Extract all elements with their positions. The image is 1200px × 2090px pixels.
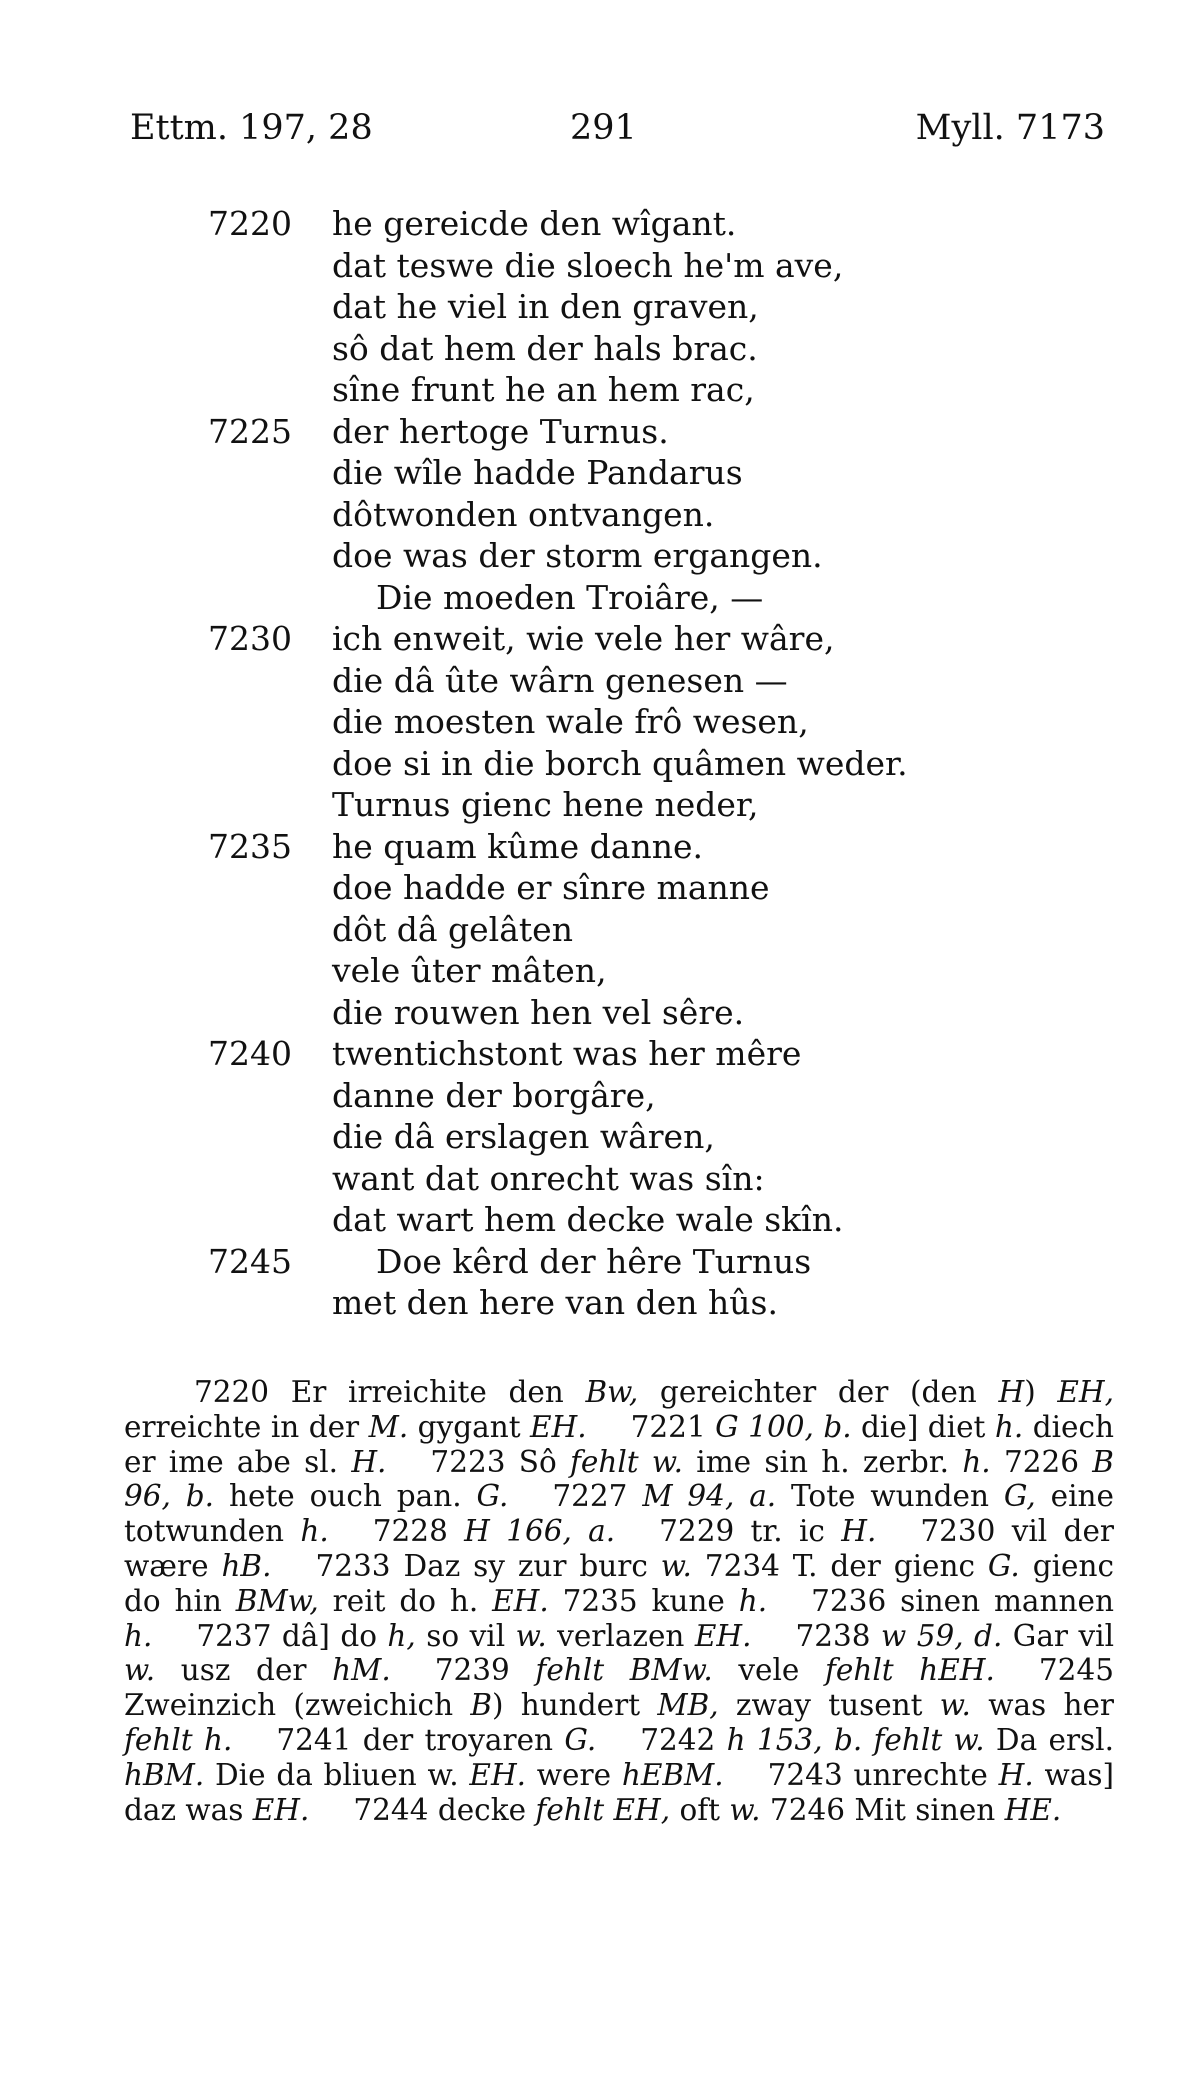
verse-line — [0, 867, 1200, 909]
apparatus-text: reit do h. — [318, 1583, 493, 1618]
line-number: 7230 — [208, 619, 292, 658]
apparatus-siglum: EH. — [469, 1757, 527, 1792]
apparatus-siglum: fehlt EH, — [535, 1792, 671, 1827]
apparatus-siglum: hM. — [332, 1653, 391, 1688]
verse-line — [0, 909, 1200, 951]
apparatus-text: ) — [1024, 1375, 1058, 1409]
verse-line — [0, 203, 1200, 245]
apparatus-text: 7241 der troyaren — [276, 1722, 565, 1757]
apparatus-siglum: G 100, b. — [715, 1409, 852, 1444]
apparatus-text: gygant — [408, 1409, 530, 1444]
apparatus-siglum: G. — [987, 1548, 1020, 1583]
apparatus-text: 7243 unrechte — [767, 1757, 999, 1792]
apparatus-text: hete ouch pan. — [214, 1479, 477, 1514]
verse-text: die rouwen hen vel sêre. — [332, 992, 745, 1032]
verse-line — [0, 1241, 1200, 1283]
apparatus-siglum: h. — [962, 1444, 991, 1479]
page-header — [0, 108, 1200, 158]
verse-line — [0, 826, 1200, 868]
apparatus-text: 7238 — [795, 1618, 882, 1653]
apparatus-text: 7227 — [552, 1479, 643, 1514]
verse-text: ich enweit, wie vele her wâre, — [332, 619, 835, 658]
verse-line — [0, 1116, 1200, 1158]
verse-text: met den here van den hûs. — [332, 1283, 778, 1322]
apparatus-siglum: G. — [476, 1479, 509, 1514]
apparatus-siglum: fehlt h. — [124, 1722, 233, 1757]
verse-text: want dat onrecht was sîn: — [332, 1158, 765, 1198]
apparatus-text: 7223 Sô — [430, 1444, 570, 1479]
apparatus-text: usz der — [155, 1653, 333, 1688]
apparatus-text: 7234 T. der gienc — [691, 1548, 988, 1583]
apparatus-text: 7221 — [630, 1409, 716, 1444]
apparatus-text: so vil — [415, 1618, 516, 1653]
apparatus-text: 7245 Zweinzich (zweichich — [124, 1653, 1114, 1723]
verse-text: dat he viel in den graven, — [332, 287, 759, 326]
verse-text: die moesten wale frô wesen, — [332, 702, 809, 741]
verse-text: he gereicde den wîgant. — [332, 204, 737, 243]
apparatus-text: Da ersl. — [984, 1722, 1114, 1757]
apparatus-siglum: w. — [124, 1653, 156, 1688]
apparatus-text: oft — [670, 1792, 730, 1827]
apparatus-siglum: H 166, a. — [464, 1514, 616, 1549]
verse-line — [0, 369, 1200, 411]
verse-text: die wîle hadde Pandarus — [332, 453, 743, 492]
verse-text: Doe kêrd der hêre Turnus — [376, 1241, 812, 1281]
apparatus-text: 7226 — [990, 1444, 1093, 1479]
apparatus-siglum: EH. — [530, 1409, 587, 1444]
apparatus-text: diech er ime abe sl. — [124, 1409, 1114, 1479]
apparatus-siglum: B 96, b. — [124, 1444, 1114, 1514]
apparatus-text: was] daz was — [124, 1757, 1114, 1827]
apparatus-text: Gar vil — [1002, 1618, 1114, 1653]
apparatus-siglum: H. — [998, 1757, 1034, 1792]
apparatus-siglum: h, — [387, 1618, 416, 1653]
apparatus-siglum: fehlt BMw. — [535, 1653, 713, 1688]
apparatus-siglum: w 59, d. — [881, 1618, 1003, 1653]
verse-text: twentichstont was her mêre — [332, 1034, 802, 1073]
apparatus-siglum: w. — [729, 1792, 761, 1827]
apparatus-text: eine totwunden — [124, 1479, 1114, 1549]
verse-line — [0, 618, 1200, 660]
apparatus-text: 7230 vil der wære — [124, 1514, 1114, 1583]
verse-line — [0, 577, 1200, 619]
apparatus-siglum: EH. — [694, 1618, 752, 1653]
verse-text: doe was der storm ergangen. — [332, 536, 823, 575]
verse-text: dôtwonden ontvangen. — [332, 494, 715, 534]
apparatus-text: 7242 — [640, 1722, 727, 1757]
verse-block — [0, 203, 1200, 1324]
apparatus-siglum: w. — [660, 1548, 692, 1583]
apparatus-siglum: EH, — [1057, 1375, 1115, 1409]
apparatus-text: 7236 sinen mannen — [811, 1583, 1114, 1618]
apparatus-siglum: H. — [351, 1444, 387, 1479]
verse-line — [0, 701, 1200, 743]
apparatus-siglum: MB, — [657, 1688, 719, 1723]
verse-line — [0, 1199, 1200, 1241]
apparatus-text: die] diet — [851, 1409, 995, 1444]
line-number: 7240 — [208, 1034, 292, 1073]
apparatus-siglum: B — [470, 1688, 493, 1723]
apparatus-text: 7229 tr. ic — [659, 1514, 842, 1549]
apparatus-text: vele — [712, 1653, 825, 1688]
verse-text: danne der borgâre, — [332, 1075, 656, 1115]
apparatus-siglum: hBM. — [124, 1757, 205, 1792]
verse-line — [0, 950, 1200, 992]
apparatus-siglum: hEBM. — [621, 1757, 724, 1792]
apparatus-text: ime sin h. zerbr. — [683, 1444, 963, 1479]
verse-line — [0, 411, 1200, 453]
verse-text: vele ûter mâten, — [332, 951, 607, 990]
verse-text: doe hadde er sînre manne — [332, 868, 770, 907]
apparatus-siglum: h. — [994, 1409, 1024, 1444]
line-number: 7245 — [208, 1241, 292, 1281]
apparatus-siglum: hB. — [221, 1548, 272, 1583]
verse-line — [0, 286, 1200, 328]
verse-line — [0, 743, 1200, 785]
apparatus-siglum: G. — [564, 1722, 597, 1757]
line-number: 7220 — [208, 204, 292, 243]
apparatus-siglum: EH. — [492, 1583, 549, 1618]
verse-line — [0, 660, 1200, 702]
verse-line — [0, 1033, 1200, 1075]
verse-line — [0, 328, 1200, 370]
verse-line — [0, 784, 1200, 826]
verse-text: sîne frunt he an hem rac, — [332, 370, 755, 409]
apparatus-text: 7239 — [434, 1653, 536, 1688]
verse-line — [0, 1282, 1200, 1324]
verse-text: dôt dâ gelâten — [332, 909, 573, 949]
apparatus-text: 7244 decke — [353, 1792, 536, 1827]
apparatus-siglum: G, — [1003, 1479, 1036, 1514]
apparatus-siglum: M. — [368, 1409, 409, 1444]
apparatus-siglum: h. — [124, 1618, 153, 1653]
apparatus-text: ) hundert — [492, 1688, 658, 1723]
apparatus-text: erreichte in der — [124, 1409, 369, 1444]
apparatus-siglum: fehlt w. — [569, 1444, 684, 1479]
header-right-reference: Myll. 7173 — [915, 108, 1105, 148]
critical-apparatus — [124, 1375, 1114, 1827]
apparatus-siglum: h 153, b. fehlt w. — [726, 1722, 985, 1757]
apparatus-siglum: h. — [300, 1514, 329, 1549]
verse-line — [0, 452, 1200, 494]
apparatus-siglum: H — [998, 1375, 1025, 1409]
verse-line — [0, 535, 1200, 577]
verse-line — [0, 245, 1200, 287]
verse-text: Die moeden Troiâre, — — [376, 577, 764, 617]
apparatus-siglum: Bw, — [585, 1375, 639, 1409]
apparatus-siglum: HE. — [1004, 1792, 1062, 1827]
apparatus-text: Die da bliuen w. — [204, 1757, 470, 1792]
apparatus-siglum: BMw, — [235, 1583, 319, 1618]
apparatus-text: were — [526, 1757, 622, 1792]
verse-text: doe si in die borch quâmen weder. — [332, 743, 908, 783]
apparatus-siglum: h. — [738, 1583, 768, 1618]
apparatus-text: zway tusent — [718, 1688, 940, 1723]
apparatus-siglum: fehlt hEH. — [824, 1653, 995, 1688]
verse-text: he quam kûme danne. — [332, 826, 703, 866]
apparatus-siglum: EH. — [252, 1792, 310, 1827]
apparatus-text: Tote wunden — [776, 1479, 1004, 1514]
apparatus-text: 7228 — [372, 1514, 465, 1549]
header-left-reference: Ettm. 197, 28 — [130, 108, 373, 148]
apparatus-text: gienc do hin — [124, 1548, 1115, 1618]
verse-text: sô dat hem der hals brac. — [332, 328, 758, 368]
apparatus-text: 7246 Mit sinen — [760, 1792, 1005, 1827]
page-number: 291 — [570, 108, 637, 148]
apparatus-text: 7237 dâ] do — [196, 1618, 388, 1653]
verse-text: dat wart hem decke wale skîn. — [332, 1200, 844, 1239]
apparatus-siglum: H. — [841, 1514, 877, 1549]
verse-text: Turnus gienc hene neder, — [332, 785, 759, 824]
verse-text: dat teswe die sloech he'm ave, — [332, 245, 844, 285]
verse-text: der hertoge Turnus. — [332, 411, 669, 451]
apparatus-siglum: w. — [939, 1688, 971, 1723]
verse-line — [0, 1158, 1200, 1200]
apparatus-text: gereichter der (den — [638, 1375, 999, 1409]
apparatus-text: was her — [970, 1688, 1115, 1723]
apparatus-text: 7235 kune — [548, 1583, 739, 1618]
apparatus-text: verlazen — [546, 1618, 695, 1653]
verse-text: die dâ erslagen wâren, — [332, 1117, 715, 1156]
line-number: 7225 — [208, 411, 292, 451]
verse-line — [0, 1075, 1200, 1117]
apparatus-text: 7233 Daz sy zur burc — [315, 1548, 661, 1583]
apparatus-siglum: M 94, a. — [642, 1479, 777, 1514]
verse-text: die dâ ûte wârn genesen — — [332, 660, 788, 700]
verse-line — [0, 494, 1200, 536]
apparatus-siglum: w. — [515, 1618, 547, 1653]
line-number: 7235 — [208, 826, 292, 866]
verse-line — [0, 992, 1200, 1034]
apparatus-text: 7220 Er irreichite den — [194, 1375, 586, 1409]
